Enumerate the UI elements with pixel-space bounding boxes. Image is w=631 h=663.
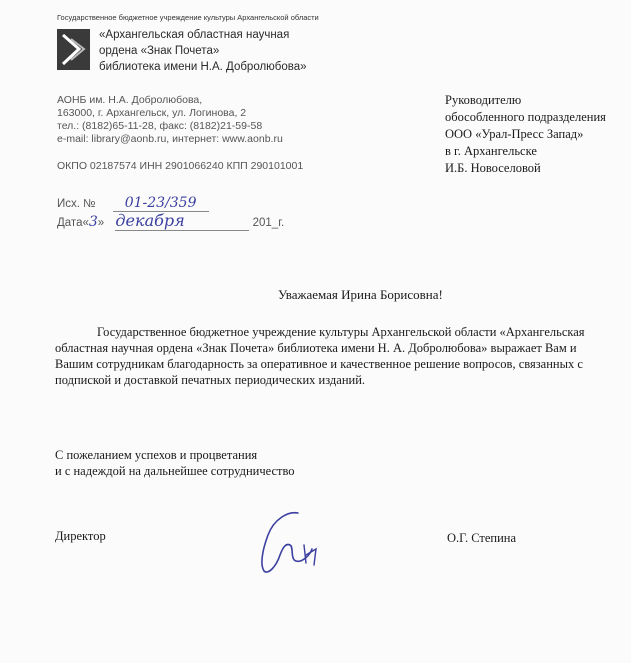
outgoing-number xyxy=(57,195,209,211)
body-line-2: областная научная ордена «Знак Почета» библиотека имени Н. А. Добролюбова» выражает Вам и xyxy=(55,341,577,355)
org-name-line-3: библиотека имени Н.А. Добролюбова» xyxy=(99,61,307,73)
recipient-line-1: Руководителю xyxy=(445,93,522,107)
letter-date xyxy=(57,211,284,231)
body-line-1: Государственное бюджетное учреждение культуры Архангельской области «Архангельская xyxy=(97,325,585,339)
date-close-quote: » xyxy=(97,217,105,229)
closing-line-2: и с надеждой на дальнейшее сотрудничество xyxy=(55,464,295,478)
date-month: декабря xyxy=(115,211,249,231)
date-label: Дата xyxy=(57,217,83,229)
handwritten-signature xyxy=(250,505,330,585)
salutation: Уважаемая Ирина Борисовна! xyxy=(278,287,443,302)
okpo-inn-kpp: ОКПО 02187574 ИНН 2901066240 КПП 290101001 xyxy=(57,160,304,172)
signatory-position: Директор xyxy=(55,529,106,543)
outgoing-number-value: 01-23/359 xyxy=(113,195,209,212)
date-day: 3 xyxy=(88,214,98,230)
date-open-quote: « xyxy=(82,217,89,229)
contact-line-2: 163000, г. Архангельск, ул. Логинова, 2 xyxy=(57,107,247,119)
recipient-line-2: обособленного подразделения xyxy=(445,110,606,124)
signatory-name: О.Г. Степина xyxy=(447,531,517,545)
logo-mark-icon xyxy=(57,29,90,70)
contact-line-1: АОНБ им. Н.А. Добролюбова, xyxy=(57,94,203,106)
library-logo xyxy=(57,29,90,70)
org-full-name: Государственное бюджетное учреждение культуры Архангельской области xyxy=(57,13,319,22)
org-name-line-1: «Архангельская областная научная xyxy=(99,29,290,41)
body-line-4: подпиской и доставкой печатных периодических изданий. xyxy=(55,373,366,387)
recipient-line-5: И.Б. Новоселовой xyxy=(445,161,541,175)
body-line-3: Вашим сотрудникам благодарность за оперативное и качественное решение вопросов, связанных с xyxy=(55,357,583,371)
date-year: 201_г. xyxy=(252,217,285,229)
contact-phone: тел.: (8182)65-11-28, факс: (8182)21-59-58 xyxy=(57,120,263,132)
recipient-line-4: в г. Архангельске xyxy=(445,144,537,158)
outgoing-number-label: Исх. № xyxy=(57,198,96,210)
closing-line-1: С пожеланием успехов и процветания xyxy=(55,448,258,462)
recipient-line-3: ООО «Урал-Пресс Запад» xyxy=(445,127,584,141)
org-name-line-2: ордена «Знак Почета» xyxy=(99,45,220,57)
contact-email: e-mail: library@aonb.ru, интернет: www.aonb.ru xyxy=(57,133,283,145)
